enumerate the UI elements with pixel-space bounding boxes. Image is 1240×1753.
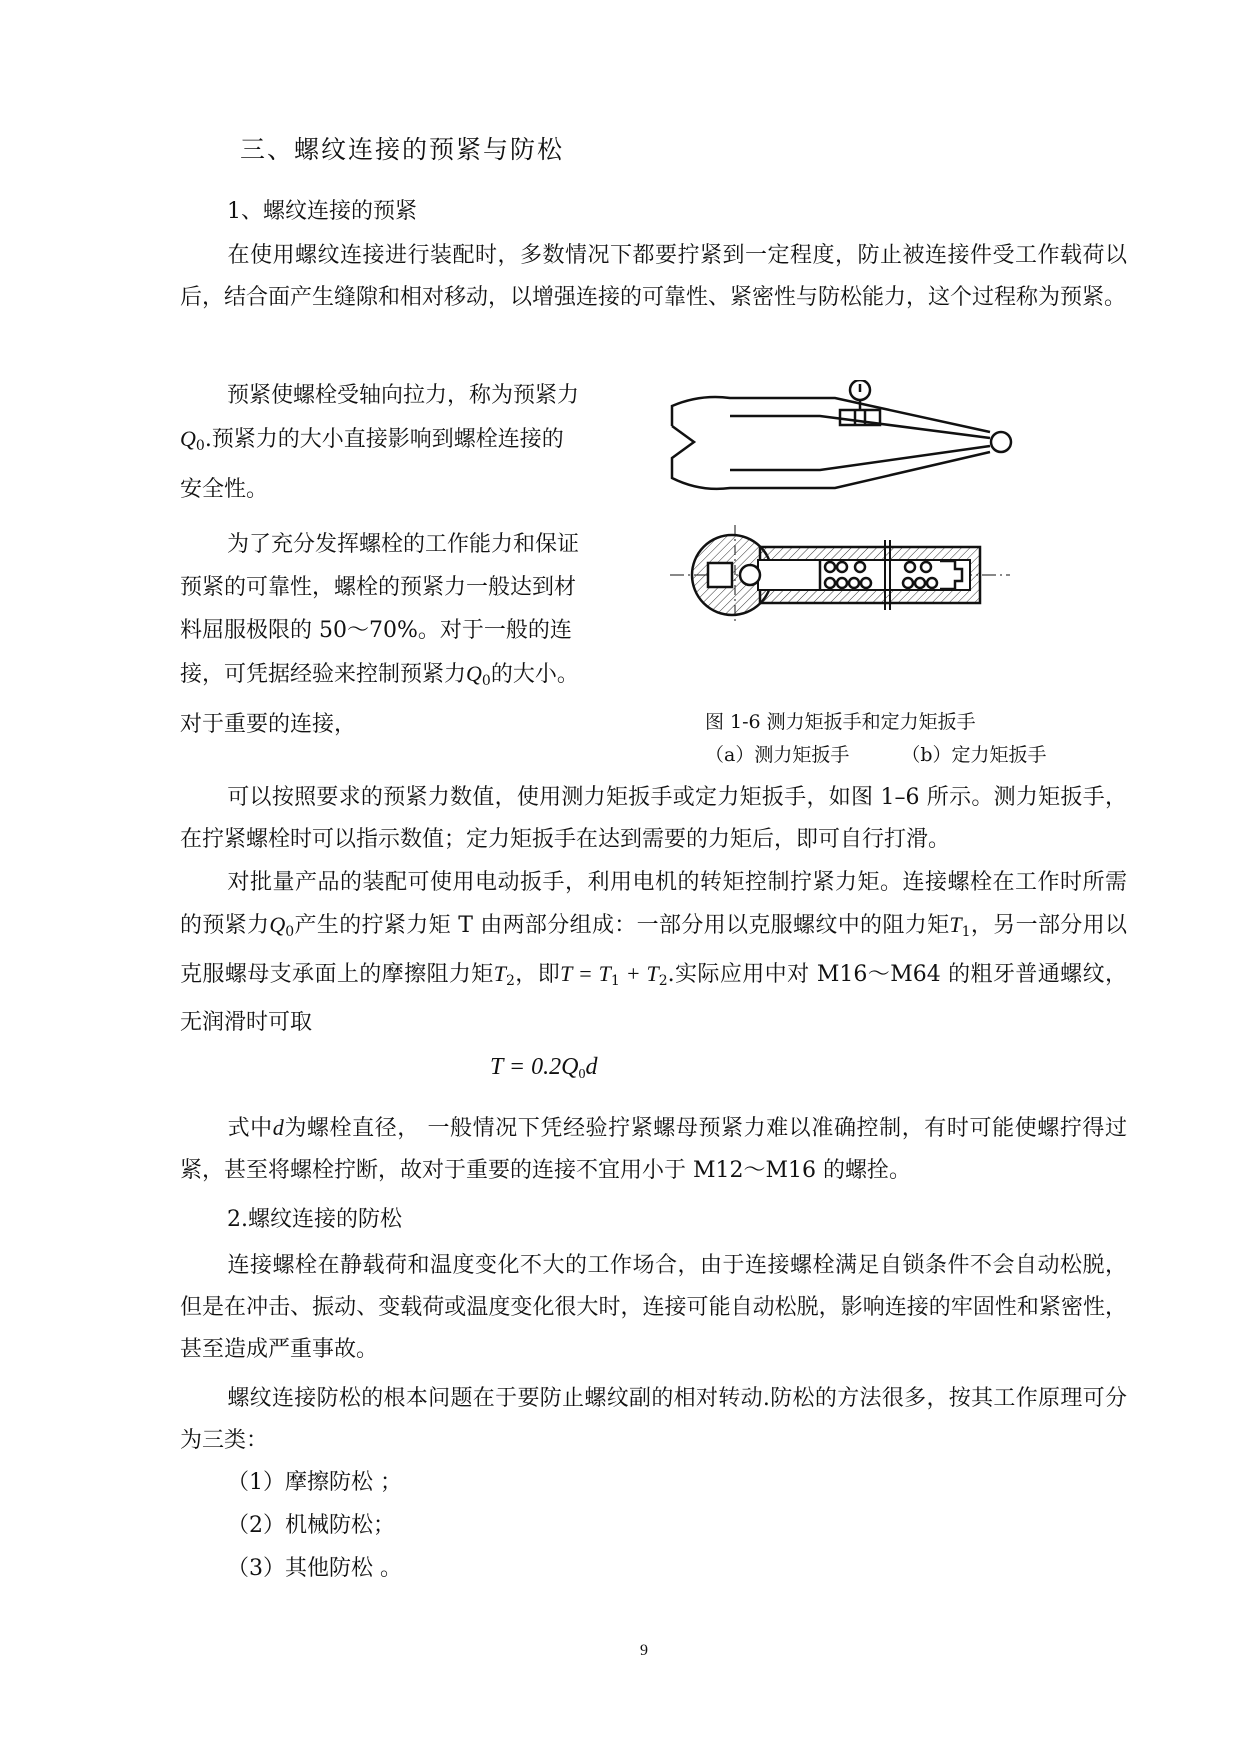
paragraph-torque-composition: 对批量产品的装配可使用电动扳手，利用电机的转矩控制拧紧力矩。连接螺栓在工作时所需的预紧力$Q_0$产生的拧紧力矩 T 由两部分组成：一部分用以克服螺纹中的阻力矩$T_1$，另一部分用以克服螺母支承面上的摩擦阻力矩$T_2$，即$T = T_1 + T_2$.实际应用中对 M16～M64 的粗牙普通螺纹，无润滑时可取 bbox=[180, 870, 1127, 1035]
left-column-text bbox=[180, 374, 582, 746]
preset-wrench-figure-b bbox=[670, 525, 1015, 625]
list-item: （2）机械防松； bbox=[227, 1513, 395, 1538]
paragraph-preload-force: 预紧使螺栓受轴向拉力，称为预紧力$Q_0$.预紧力的大小直接影响到螺栓连接的安全性。 bbox=[180, 383, 580, 502]
figure-subcaption-a: （a）测力矩扳手 bbox=[705, 744, 850, 766]
list-item: （1）摩擦防松 ； bbox=[227, 1470, 402, 1495]
section-title: 三、螺纹连接的预紧与防松 bbox=[240, 135, 565, 164]
paragraph-locking-methods: 螺纹连接防松的根本问题在于要防止螺纹副的相对转动.防松的方法很多，按其工作原理可分为三类： bbox=[180, 1386, 1127, 1453]
subsection-title-locking: 2.螺纹连接的防松 bbox=[227, 1207, 402, 1232]
torque-formula: $T = 0.2Q_0d$ bbox=[490, 1054, 598, 1082]
paragraph-locking-intro: 连接螺栓在静载荷和温度变化不大的工作场合，由于连接螺栓满足自锁条件不会自动松脱，但是在冲击、振动、变载荷或温度变化很大时，连接可能自动松脱，影响连接的牢固性和紧密性，甚至造成严重事故。 bbox=[180, 1253, 1127, 1362]
figure-subcaption-b: （b）定力矩扳手 bbox=[901, 744, 1047, 766]
paragraph-preload-limit: 为了充分发挥螺栓的工作能力和保证预紧的可靠性，螺栓的预紧力一般达到材料屈服极限的 50～70%。对于一般的连接，可凭据经验来控制预紧力$Q_0$的大小。对于重要的连接， bbox=[180, 532, 580, 737]
page-number: 9 bbox=[640, 1642, 648, 1659]
figure-caption: 图 1-6 测力矩扳手和定力矩扳手 bbox=[705, 711, 976, 733]
subsection-title-preload: 1、螺纹连接的预紧 bbox=[227, 199, 417, 224]
torque-wrench-figure-a bbox=[660, 380, 1040, 505]
paragraph-wrench-usage: 可以按照要求的预紧力数值，使用测力矩扳手或定力矩扳手，如图 1–6 所示。测力矩扳手，在拧紧螺栓时可以指示数值；定力矩扳手在达到需要的力矩后，即可自行打滑。 bbox=[180, 785, 1127, 852]
paragraph-preload-intro bbox=[180, 235, 1127, 319]
paragraph-text: 在使用螺纹连接进行装配时，多数情况下都要拧紧到一定程度，防止被连接件受工作载荷以后，结合面产生缝隙和相对移动，以增强连接的可靠性、紧密性与防松能力，这个过程称为预紧。 bbox=[180, 243, 1127, 310]
figure-subcaptions bbox=[705, 740, 1047, 767]
paragraph-formula-explanation: 式中d为螺栓直径， 一般情况下凭经验拧紧螺母预紧力难以准确控制，有时可能使螺拧得过紧，甚至将螺栓拧断，故对于重要的连接不宜用小于 M12～M16 的螺拴。 bbox=[180, 1115, 1127, 1183]
list-item: （3）其他防松 。 bbox=[227, 1556, 402, 1581]
